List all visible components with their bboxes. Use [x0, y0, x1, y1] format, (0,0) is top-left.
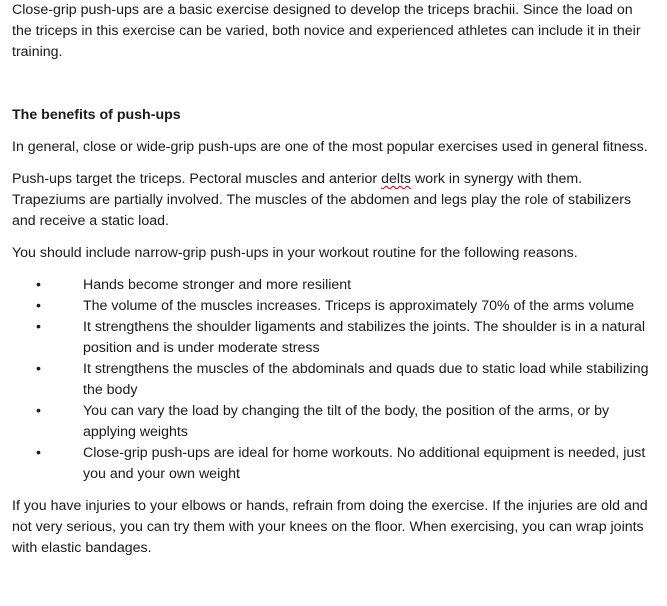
bullet-icon: • [36, 445, 41, 461]
section-heading: The benefits of push-ups [12, 107, 181, 123]
list-item [12, 401, 655, 443]
list-item-text: The volume of the muscles increases. Triceps is approximately 70% of the arms volume [83, 298, 635, 314]
intro-paragraph: Close-grip push-ups are a basic exercise designed to develop the triceps brachii. Since the load on the triceps in this exercise can be varied, both novice and experienced athletes can include it in their training. [12, 2, 641, 60]
bullet-icon: • [36, 277, 41, 293]
spellcheck-marked-word[interactable]: delts [381, 171, 412, 187]
list-item [12, 275, 655, 296]
bullet-icon: • [36, 298, 41, 314]
paragraph-text-before: Push-ups target the triceps. Pectoral muscles and anterior [12, 171, 382, 187]
list-item-text: It strengthens the shoulder ligaments and stabilizes the joints. The shoulder is in a natural position and is under moderate stress [83, 319, 646, 356]
paragraph-text-after: work in synergy with them. Trapeziums are partially involved. The muscles of the abdomen and legs play the role of stabilizers and receive a static load. [12, 171, 632, 229]
paragraph-general-fitness: In general, close or wide-grip push-ups are one of the most popular exercises used in general fitness. [12, 139, 648, 155]
bullet-icon: • [36, 361, 41, 377]
closing-paragraph: If you have injuries to your elbows or hands, refrain from doing the exercise. If the injuries are old and not very serious, you can try them with your knees on the floor. When exercising, you can wrap joints with elastic bandages. [12, 498, 648, 556]
list-item-text: Close-grip push-ups are ideal for home workouts. No additional equipment is needed, just you and your own weight [83, 445, 646, 482]
list-item [12, 296, 655, 317]
list-item-text: You can vary the load by changing the tilt of the body, the position of the arms, or by applying weights [83, 403, 610, 440]
list-item [12, 443, 655, 485]
bullet-icon: • [36, 403, 41, 419]
list-item [12, 359, 655, 401]
benefits-list [12, 275, 655, 485]
list-item-text: Hands become stronger and more resilient [83, 277, 352, 293]
list-item [12, 317, 655, 359]
bullet-icon: • [36, 319, 41, 335]
list-item-text: It strengthens the muscles of the abdominals and quads due to static load while stabilizing the body [83, 361, 649, 398]
paragraph-reasons-intro: You should include narrow-grip push-ups in your workout routine for the following reasons. [12, 245, 578, 261]
paragraph-target-muscles [12, 169, 655, 232]
